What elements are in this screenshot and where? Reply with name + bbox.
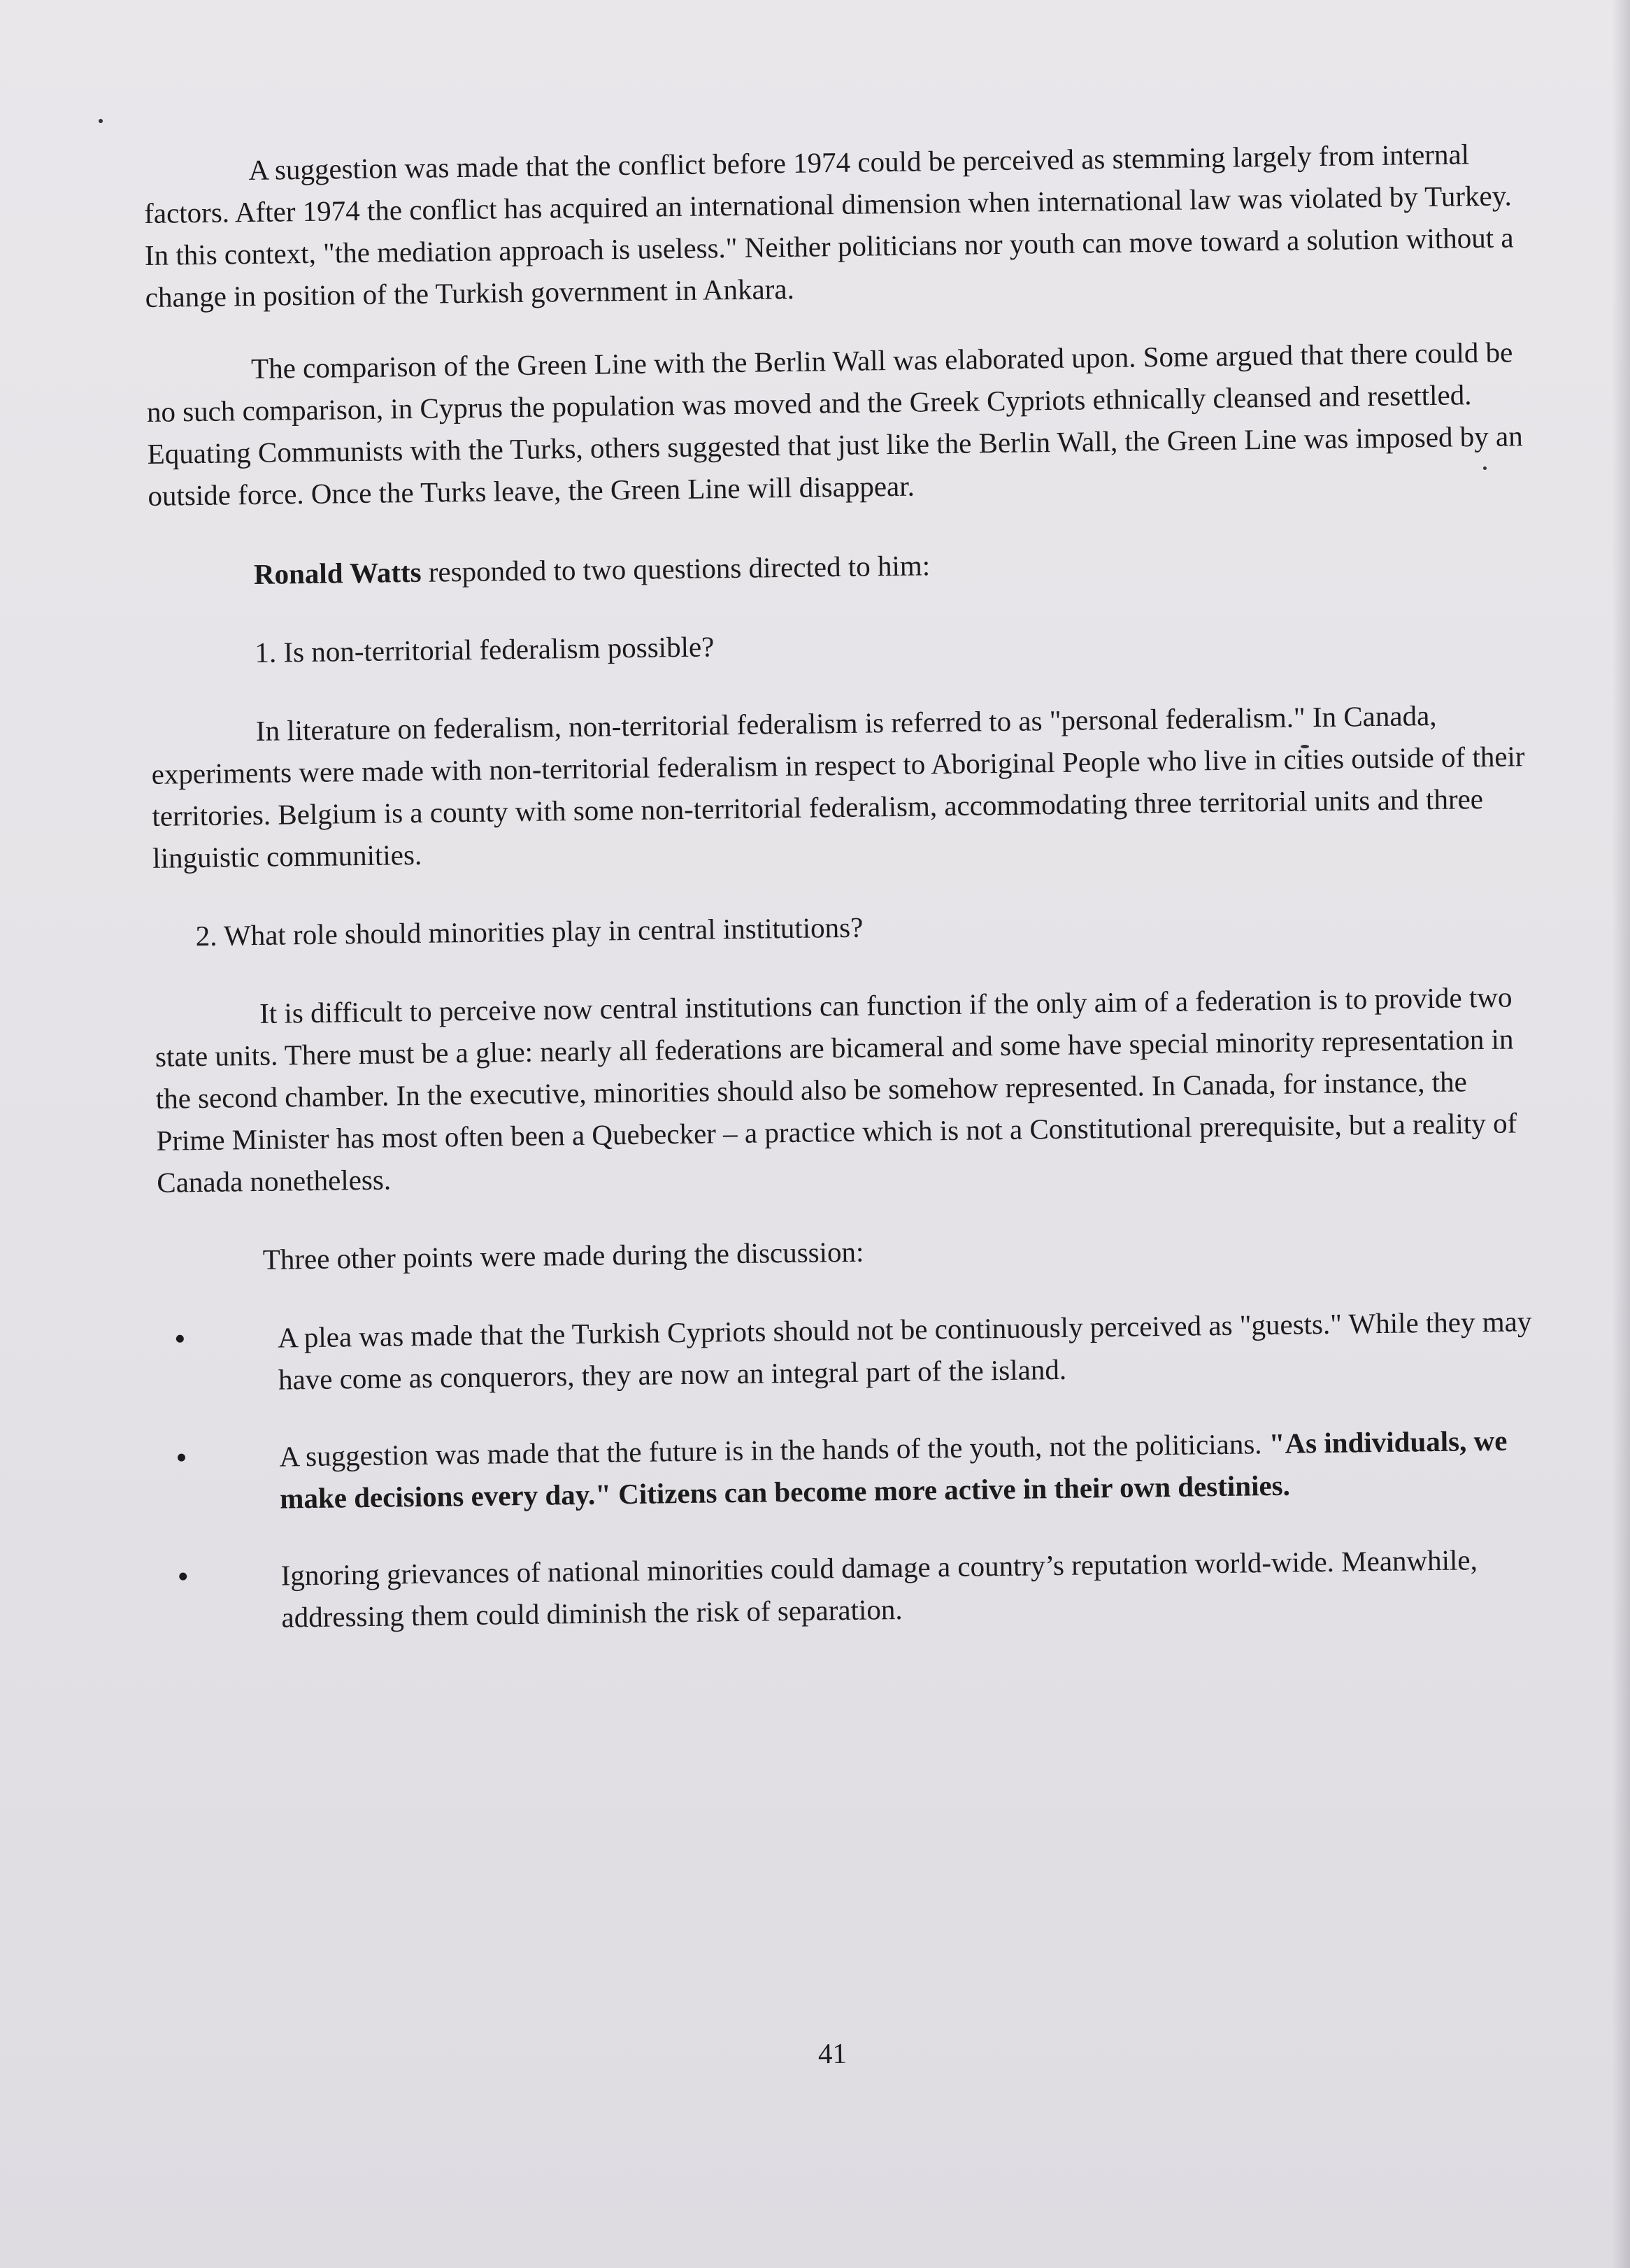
bullet-icon: • [176,1439,187,1476]
bullet-icon: • [177,1558,190,1595]
page-number: 41 [817,2037,848,2070]
bullet-list [159,1300,1547,1640]
list-item [159,1300,1544,1402]
paragraph-watts-intro [149,536,1534,597]
question-1: 1. Is non-territorial federalism possible? [255,630,715,669]
bullet-bold-text: "As individuals, we make decisions every day." Citizens can become more active in their own destinies. [279,1424,1508,1515]
list-item [162,1538,1547,1640]
page-edge-shadow [1612,0,1630,2268]
paragraph-personal-federalism: In literature on federalism, non-territorial federalism is referred to as "personal federalism." In Canada, experiments were made with non-territorial federalism in respect to Aboriginal People who live in cities outside of their territories. Belgium is a county with some non-territorial federalism, accommodating three territorial units and three linguistic communities. [151,699,1525,874]
bullet-text: A suggestion was made that the future is in the hands of the youth, not the politicians. [279,1427,1270,1473]
bullet-text: Ignoring grievances of national minorities could damage a country’s reputation world-wide. Meanwhile, addressing them could diminish the risk of separation. [280,1543,1478,1634]
scan-speck [99,119,103,123]
paragraph-other-points: Three other points were made during the discussion: [262,1235,864,1276]
list-item [160,1419,1545,1521]
paragraph-green-line: The comparison of the Green Line with the Berlin Wall was elaborated upon. Some argued that there could be no such comparison, in Cyprus the population was moved and the Greek Cypriots ethnically cleansed and resettled. Equating Communists with the Turks, others suggested that just like the Berlin Wall, the Green Line was imposed by an outside force. Once the Turks leave, the Green Line will disappear. [146,336,1523,512]
body-text [143,132,1547,1675]
bullet-icon: • [173,1320,186,1357]
paragraph-central-institutions: It is difficult to perceive now central institutions can function if the only aim of a federation is to provide two state units. There must be a glue: nearly all federations are bicameral and some have special minority representation in the second chamber. In the executive, minorities should also be somehow represented. In Canada, for instance, the Prime Minister has most often been a Quebecker – a practice which is not a Constitutional prerequisite, but a reality of Canada nonetheless. [155,980,1517,1199]
bullet-text: A plea was made that the Turkish Cypriots should not be continuously perceived as "guests." While they may have come as conquerors, they are now an integral part of the island. [277,1305,1532,1396]
speaker-intro-text: responded to two questions directed to him: [421,549,931,588]
paragraph-mediation: A suggestion was made that the conflict before 1974 could be perceived as stemming largely from internal factors. After 1974 the conflict has acquired an international dimension when international law was violated by Turkey. In this context, "the mediation approach is useless." Neither politicians nor youth can move toward a solution without a change in position of the Turkish government in Ankara. [143,138,1514,313]
speaker-name: Ronald Watts [253,555,422,590]
question-2: 2. What role should minorities play in central institutions? [195,911,864,953]
